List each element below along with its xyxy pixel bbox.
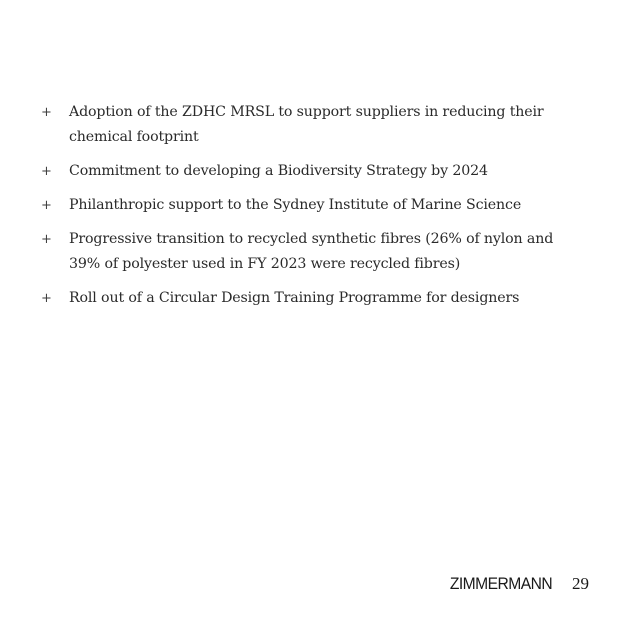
plus-bullet-marker: + <box>41 105 52 120</box>
page-footer <box>441 574 589 594</box>
plus-bullet-marker: + <box>41 164 52 179</box>
bullet-text: Commitment to developing a Biodiversity Strategy by 2024 <box>69 163 488 179</box>
bullet-item-recycled-fibres <box>38 227 578 277</box>
bullet-item-circular-design-training <box>38 286 578 311</box>
bullet-text: Adoption of the ZDHC MRSL to support suppliers in reducing their chemical footprint <box>69 104 544 145</box>
bullet-item-zdhc-mrsl <box>38 100 578 150</box>
plus-bullet-marker: + <box>41 198 52 213</box>
commitments-bullet-list <box>38 100 578 320</box>
plus-bullet-marker: + <box>41 232 52 247</box>
page-number: 29 <box>572 574 589 593</box>
bullet-text: Progressive transition to recycled synthetic fibres (26% of nylon and 39% of polyester used in FY 2023 were recycled fibres) <box>69 231 554 272</box>
bullet-text: Roll out of a Circular Design Training Programme for designers <box>69 290 520 306</box>
brand-logo: ZIMMERMANN <box>449 574 552 593</box>
bullet-item-philanthropic-support <box>38 193 578 218</box>
bullet-item-biodiversity-strategy <box>38 159 578 184</box>
plus-bullet-marker: + <box>41 291 52 306</box>
bullet-text: Philanthropic support to the Sydney Institute of Marine Science <box>69 197 522 213</box>
